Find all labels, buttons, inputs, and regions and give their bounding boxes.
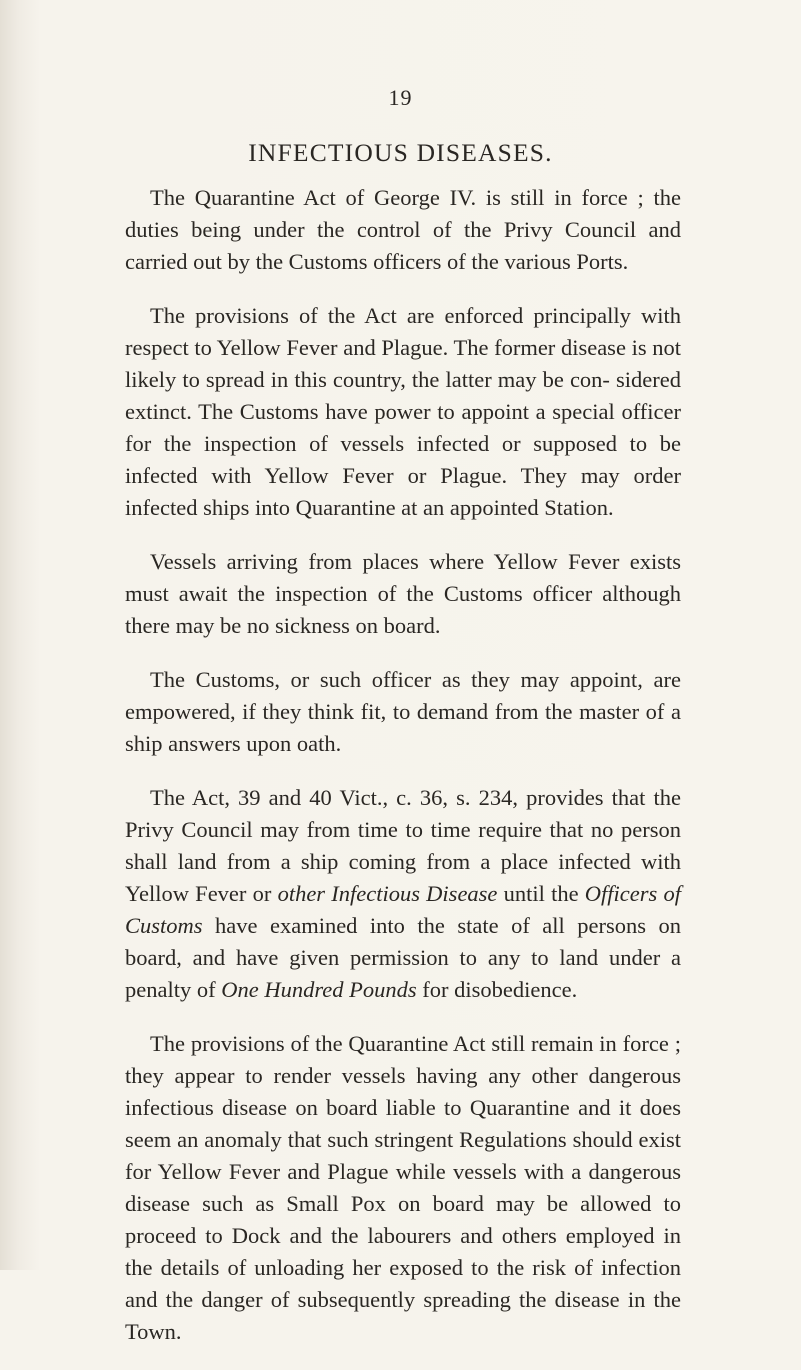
italic-other-infectious-disease: other Infectious Disease: [277, 881, 498, 906]
act-text-part-3: have examined into the state of all persons on board, and have given permission to any to land under a penalty of: [125, 913, 681, 1002]
italic-one-hundred-pounds: One Hundred Pounds: [221, 977, 417, 1002]
paragraph-act-39-40-vict: [125, 782, 681, 1006]
paragraph-provisions-remain: The provisions of the Quarantine Act still remain in force ; they appear to render vessels having any other dangerous infectious disease on board liable to Quarantine and it does seem an anomaly that such stringent Regulations should exist for Yellow Fever and Plague while vessels with a dangerous disease such as Small Pox on board may be allowed to proceed to Dock and the labourers and others employed in the details of unloading her exposed to the risk of infection and the danger of subsequently spreading the disease in the Town.: [125, 1031, 681, 1344]
paragraph-customs-empowered: The Customs, or such officer as they may appoint, are empowered, if they think fit, to demand from the master of a ship answers upon oath.: [125, 667, 681, 756]
paragraph-provisions-enforced: The provisions of the Act are enforced principally with respect to Yellow Fever and Plague. The former disease is not likely to spread in this country, the latter may be con- sidered extinct. The Customs have power to appoint a special officer for the inspection of vessels infected or supposed to be infected with Yellow Fever or Plague. They may order infected ships into Quarantine at an appointed Station.: [125, 303, 681, 520]
act-text-part-2: until the: [497, 881, 585, 906]
act-text-part-4: for disobedience.: [416, 977, 578, 1002]
page-number: 19: [388, 85, 413, 110]
body-text: [125, 182, 681, 1370]
paragraph-vessels-arriving: Vessels arriving from places where Yellow Fever exists must await the inspection of the Customs officer although there may be no sickness on board.: [125, 549, 681, 638]
page-title: INFECTIOUS DISEASES.: [248, 138, 553, 167]
italic-officers-of-customs: Officers of Customs: [125, 881, 681, 938]
act-text-part-1: The Act, 39 and 40 Vict., c. 36, s. 234, provides that the Privy Council may from time to time require that no person shall land from a ship coming from a place infected with Yellow Fever or: [125, 785, 681, 906]
paragraph-quarantine-act: The Quarantine Act of George IV. is still in force ; the duties being under the control of the Privy Council and carried out by the Customs officers of the various Ports.: [125, 185, 681, 274]
